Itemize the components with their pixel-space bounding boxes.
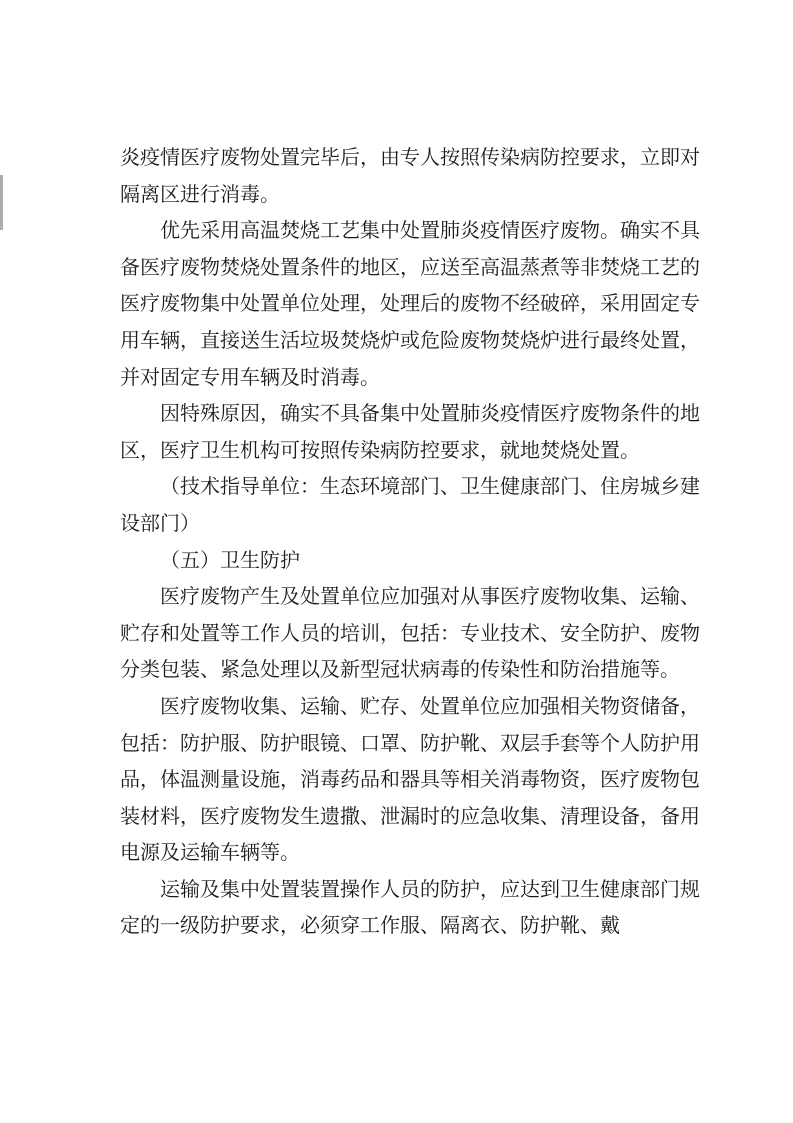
paragraph-onsite-incineration: 因特殊原因，确实不具备集中处置肺炎疫情医疗废物条件的地区，医疗卫生机构可按照传染病防控要求，就地焚烧处置。: [120, 401, 700, 462]
paragraph-incineration: 优先采用高温焚烧工艺集中处置肺炎疫情医疗废物。确实不具备医疗废物焚烧处置条件的地区，应送至高温蒸煮等非焚烧工艺的医疗废物集中处置单位处理，处理后的废物不经破碎，采用固定专用车辆，直接送生活垃圾焚烧炉或危险废物焚烧炉进行最终处置，并对固定专用车辆及时消毒。: [120, 218, 700, 389]
paragraph-supplies: 医疗废物收集、运输、贮存、处置单位应加强相关物资储备，包括：防护服、防护眼镜、口罩、防护靴、双层手套等个人防护用品，体温测量设施，消毒药品和器具等相关消毒物资，医疗废物包装材料，医疗废物发生遗撒、泄漏时的应急收集、清理设备，备用电源及运输车辆等。: [120, 693, 700, 865]
section-heading-health-protection: （五）卫生防护: [160, 547, 300, 572]
scan-edge-mark: [0, 175, 3, 230]
paragraph-training: 医疗废物产生及处置单位应加强对从事医疗废物收集、运输、贮存和处置等工作人员的培训，包括：专业技术、安全防护、废物分类包装、紧急处理以及新型冠状病毒的传染性和防治措施等。: [120, 584, 700, 682]
paragraph-continuation: 炎疫情医疗废物处置完毕后，由专人按照传染病防控要求，立即对隔离区进行消毒。: [120, 145, 700, 206]
paragraph-operator-protection: 运输及集中处置装置操作人员的防护，应达到卫生健康部门规定的一级防护要求，必须穿工作服、隔离衣、防护靴、戴: [120, 876, 700, 938]
body-text: [120, 139, 700, 944]
paragraph-technical-guidance: （技术指导单位：生态环境部门、卫生健康部门、住房城乡建设部门）: [120, 474, 700, 535]
